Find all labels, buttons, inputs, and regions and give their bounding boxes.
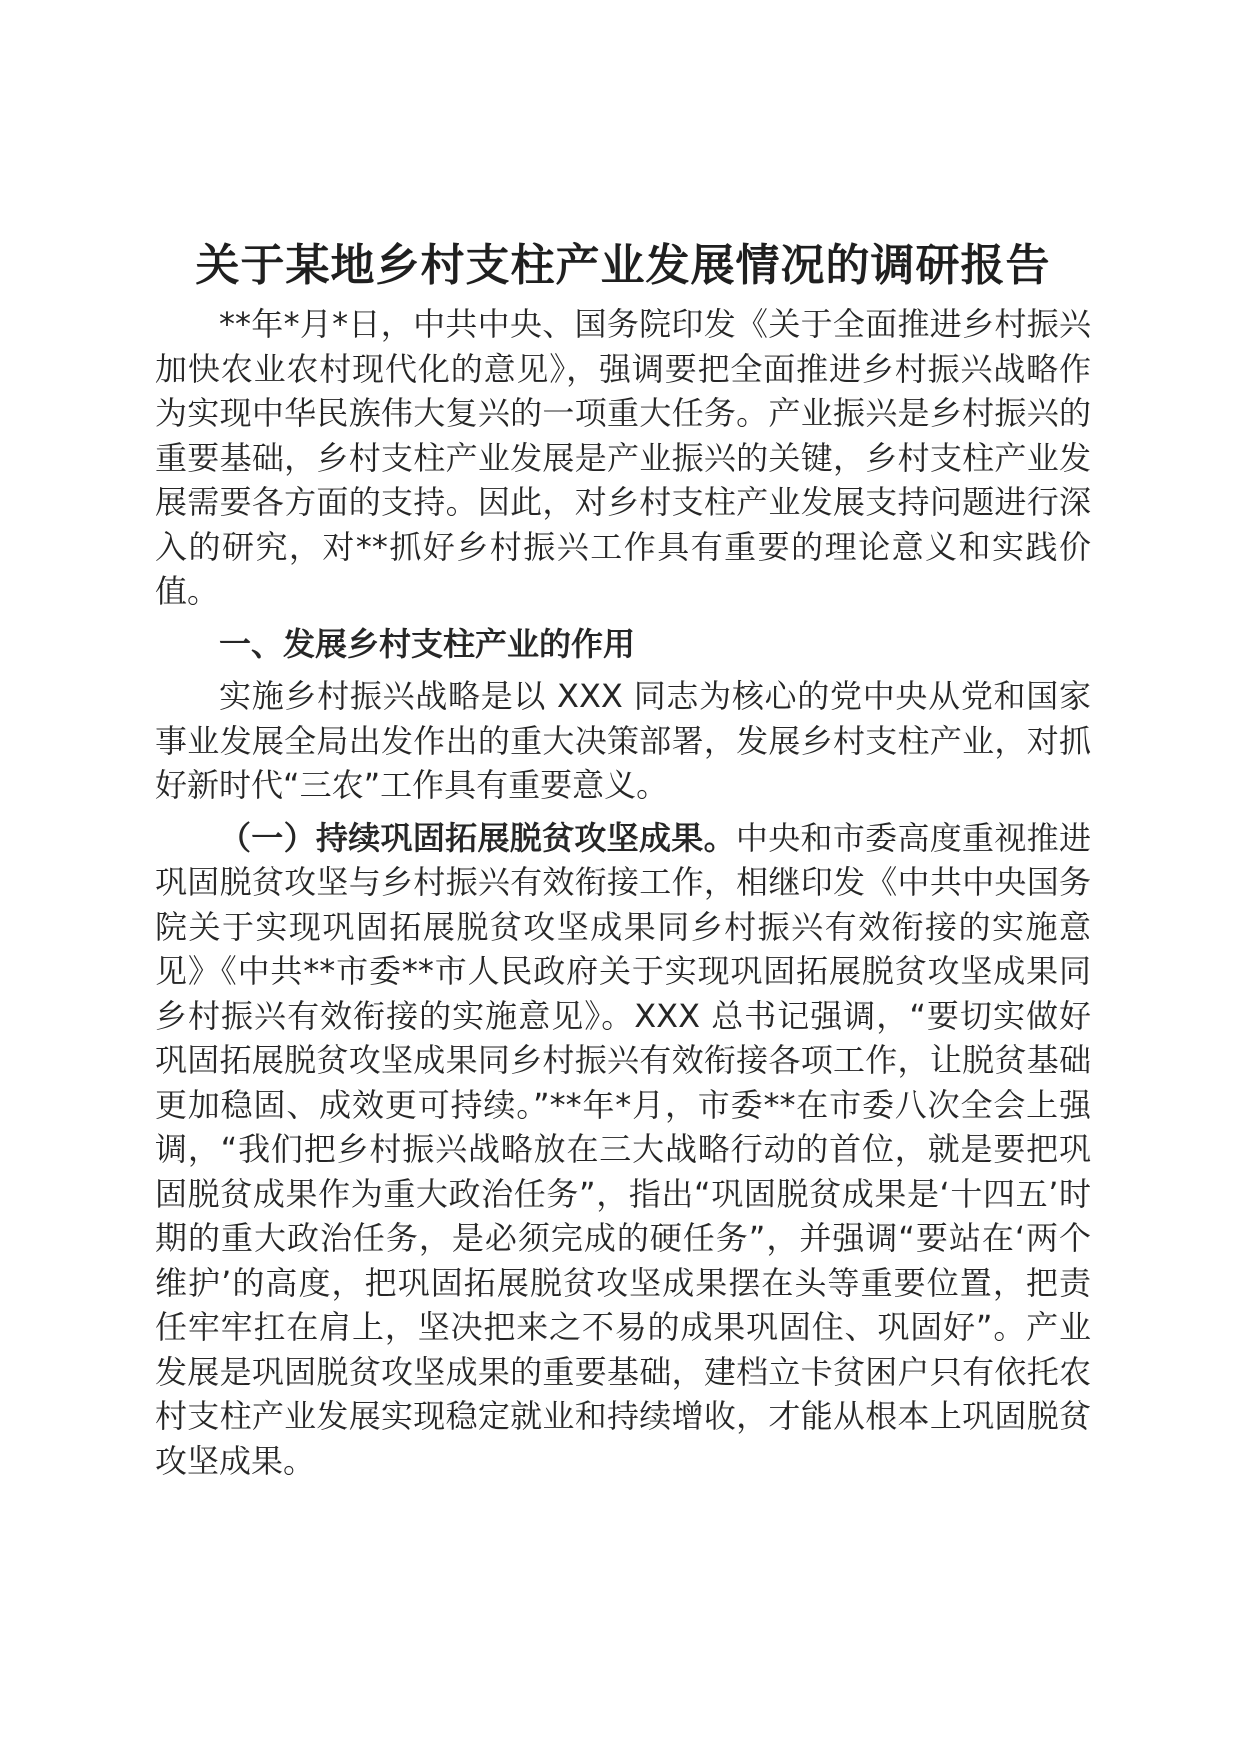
subsection-1-paragraph [155,816,1091,1484]
document-page [155,236,1091,1483]
document-title: 关于某地乡村支柱产业发展情况的调研报告 [195,240,1051,291]
section-heading-1: 一、发展乡村支柱产业的作用 [219,624,636,663]
subsection-1-lead: （一）持续巩固拓展脱贫攻坚成果。 [219,818,736,857]
section-1-paragraph: 实施乡村振兴战略是以 XXX 同志为核心的党中央从党和国家事业发展全局出发作出的重大决策部署，发展乡村支柱产业，对抓好新时代“三农”工作具有重要意义。 [155,677,1091,804]
subsection-1-body: 中央和市委高度重视推进巩固脱贫攻坚与乡村振兴有效衔接工作，相继印发《中共中央国务院关于实现巩固拓展脱贫攻坚成果同乡村振兴有效衔接的实施意见》《中共**市委**市人民政府关于实现巩固拓展脱贫攻坚成果同乡村振兴有效衔接的实施意见》。XXX 总书记强调，“要切实做好巩固拓展脱贫攻坚成果同乡村振兴有效衔接各项工作，让脱贫基础更加稳固、成效更可持续。”**年*月，市委**在市委八次全会上强调，“我们把乡村振兴战略放在三大战略行动的首位，就是要把巩固脱贫成果作为重大政治任务”，指出“巩固脱贫成果是‘十四五’时期的重大政治任务，是必须完成的硬任务”，并强调“要站在‘两个维护’的高度，把巩固拓展脱贫攻坚成果摆在头等重要位置，把责任牢牢扛在肩上，坚决把来之不易的成果巩固住、巩固好”。产业发展是巩固脱贫攻坚成果的重要基础，建档立卡贫困户只有依托农村支柱产业发展实现稳定就业和持续增收，才能从根本上巩固脱贫攻坚成果。 [155,818,1091,1480]
intro-paragraph: **年*月*日，中共中央、国务院印发《关于全面推进乡村振兴加快农业农村现代化的意见》，强调要把全面推进乡村振兴战略作为实现中华民族伟大复兴的一项重大任务。产业振兴是乡村振兴的重要基础，乡村支柱产业发展是产业振兴的关键，乡村支柱产业发展需要各方面的支持。因此，对乡村支柱产业发展支持问题进行深入的研究，对**抓好乡村振兴工作具有重要的理论意义和实践价值。 [155,305,1091,610]
